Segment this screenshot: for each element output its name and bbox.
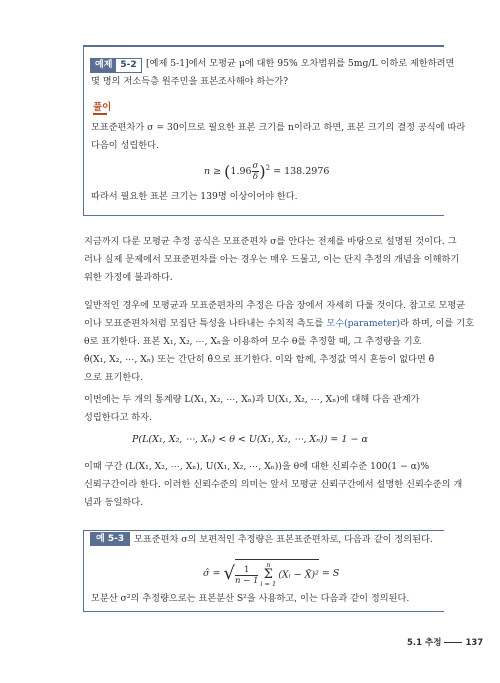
solution-underline — [93, 113, 107, 115]
footer-section: 5.1 추정 — [407, 638, 442, 648]
sample-size-formula: n ≥ (1.96 $\frac{\sigma}{\delta}$ )$^2$ = 138.2976 — [204, 161, 330, 182]
solution-label: 풀이 — [93, 102, 112, 113]
page-number: 137 — [465, 638, 484, 648]
solution-line1: 모표준편차가 σ = 30이므로 필요한 표본 크기를 n이라고 하면, 표본 크기의 결정 공식에 따라 — [91, 122, 466, 133]
sample-std-formula: σ̂ = √ $\frac{1}{n - 1}$ n Σ i = 1 (Xᵢ − X̄)² = S — [203, 561, 340, 588]
para2-line3: θ로 표기한다. 표본 X₁, X₂, ⋯, Xₙ을 이용하여 모수 θ를 추정할 때, 그 추정량을 기호 — [84, 336, 422, 347]
example-5-3-note: 모분산 σ²의 추정량으로는 표본분산 S²을 사용하고, 이는 다음과 같이 정의된다. — [91, 593, 410, 604]
footer-rule — [444, 642, 462, 643]
para2-line5: 으로 표기한다. — [84, 372, 144, 383]
parameter-term: 모수(parameter) — [326, 318, 401, 329]
para1-line2: 러나 실제 문제에서 모표준편차를 아는 경우는 매우 드물고, 이는 단지 추정의 개념을 이해하기 — [84, 254, 460, 265]
para2-line4: θ̂(X₁, X₂, ⋯, Xₙ) 또는 간단히 θ̂으로 표기한다. 이와 함께, 추정값 역시 혼동이 없다면 θ̂ — [84, 354, 435, 365]
example-5-3-tab: 예 5-3 — [90, 532, 130, 546]
para4-line2: 신뢰구간이라 한다. 이러한 신뢰수준의 의미는 앞서 모평균 신뢰구간에서 설명한 신뢰수준의 개 — [84, 479, 463, 490]
example-question-line1: [예제 5-1]에서 모평균 μ에 대한 95% 오차범위를 5mg/L 이하로 제한하려면 — [146, 58, 455, 69]
example-5-2-tab — [90, 58, 142, 73]
para2-line2: 이나 모표준편차처럼 모집단 특성을 나타내는 수치적 측도를 모수(parameter)라 하며, 이를 기호 — [84, 318, 474, 329]
page-footer — [407, 636, 483, 648]
solution-line2: 다음이 성립한다. — [91, 140, 159, 151]
para2-line1: 일반적인 경우에 모평균과 모표준편차의 추정은 다음 장에서 자세히 다룰 것이다. 참고로 모평균 — [84, 300, 466, 311]
example-5-3-text: 모표준편차 σ의 보편적인 추정량은 표본표준편차로, 다음과 같이 정의된다. — [134, 534, 433, 545]
para3-line2: 성립한다고 하자. — [84, 412, 152, 423]
interval-probability-formula: P(L(X₁, X₂, ⋯, Xₙ) < θ < U(X₁, X₂, ⋯, Xₙ)) = 1 − α — [132, 434, 368, 445]
para3-line1: 이번에는 두 개의 통계량 L(X₁, X₂, ⋯, Xₙ)과 U(X₁, X₂, ⋯, Xₙ)에 대해 다음 관계가 — [84, 394, 420, 405]
solution-conclusion: 따라서 필요한 표본 크기는 139명 이상이어야 한다. — [91, 191, 298, 202]
para1-line1: 지금까지 다룬 모평균 추정 공식은 모표준편차 σ를 안다는 전제를 바탕으로 설명된 것이다. 그 — [84, 236, 457, 247]
example-tab-label: 예제 — [91, 59, 116, 72]
example-tab-number: 5-2 — [120, 60, 137, 70]
para4-line3: 념과 동일하다. — [84, 497, 144, 508]
example-question-line2: 몇 명의 저소득층 원주민을 표본조사해야 하는가? — [91, 76, 289, 87]
para1-line3: 위한 가정에 불과하다. — [84, 272, 173, 283]
para4-line1: 이때 구간 (L(X₁, X₂, ⋯, Xₙ), U(X₁, X₂, ⋯, Xₙ))을 θ에 대한 신뢰수준 100(1 − α)% — [84, 461, 430, 472]
